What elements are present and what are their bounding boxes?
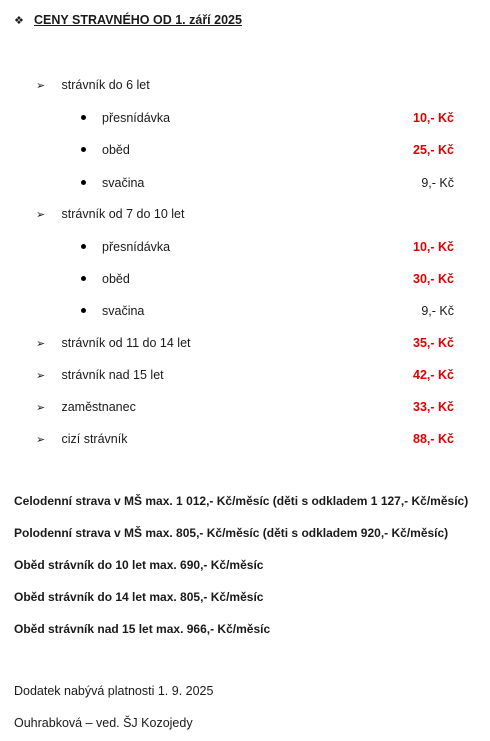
single-row: [36, 336, 191, 350]
arrow-right-icon: ➢: [36, 370, 46, 382]
arrow-right-icon: ➢: [36, 434, 46, 446]
bullet-icon: [81, 180, 86, 185]
arrow-right-icon: ➢: [36, 402, 46, 414]
validity-note: Dodatek nabývá platnosti 1. 9. 2025: [14, 684, 214, 698]
list-item: [81, 240, 170, 254]
item-label: přesnídávka: [102, 111, 171, 125]
single-label: strávník nad 15 let: [61, 368, 164, 382]
single-price: 42,- Kč: [413, 368, 454, 382]
item-label: svačina: [102, 176, 145, 190]
bullet-icon: [81, 308, 86, 313]
single-row: [36, 400, 136, 414]
item-label: oběd: [102, 272, 130, 286]
item-price: 9,- Kč: [421, 176, 454, 190]
item-price: 10,- Kč: [413, 111, 454, 125]
list-item: [81, 272, 130, 286]
item-price: 10,- Kč: [413, 240, 454, 254]
list-item: [81, 111, 170, 125]
arrow-right-icon: ➢: [36, 80, 46, 92]
summary-line: Oběd strávník nad 15 let max. 966,- Kč/měsíc: [14, 622, 271, 636]
signature: Ouhrabková – ved. ŠJ Kozojedy: [14, 716, 193, 730]
single-price: 35,- Kč: [413, 336, 454, 350]
group-row-7-10: [36, 207, 184, 221]
single-row: [36, 368, 164, 382]
heading-title: CENY STRAVNÉHO OD 1. září 2025: [34, 13, 242, 27]
single-price: 88,- Kč: [413, 432, 454, 446]
summary-line: Polodenní strava v MŠ max. 805,- Kč/měsíc (děti s odkladem 920,- Kč/měsíc): [14, 526, 449, 540]
item-label: přesnídávka: [102, 240, 171, 254]
list-item: [81, 143, 130, 157]
item-label: svačina: [102, 304, 145, 318]
summary-line: Oběd strávník do 14 let max. 805,- Kč/měsíc: [14, 590, 264, 604]
single-price: 33,- Kč: [413, 400, 454, 414]
arrow-right-icon: ➢: [36, 209, 46, 221]
bullet-icon: [81, 276, 86, 281]
page-heading: [14, 13, 242, 27]
bullet-icon: [81, 115, 86, 120]
diamond-bullet-icon: ❖: [14, 15, 24, 27]
item-price: 30,- Kč: [413, 272, 454, 286]
list-item: [81, 304, 144, 318]
single-label: strávník od 11 do 14 let: [61, 336, 191, 350]
arrow-right-icon: ➢: [36, 338, 46, 350]
list-item: [81, 176, 144, 190]
summary-line: Oběd strávník do 10 let max. 690,- Kč/měsíc: [14, 558, 264, 572]
single-row: [36, 432, 127, 446]
group-row-under-6: [36, 78, 150, 92]
item-price: 9,- Kč: [421, 304, 454, 318]
item-price: 25,- Kč: [413, 143, 454, 157]
item-label: oběd: [102, 143, 130, 157]
summary-line: Celodenní strava v MŠ max. 1 012,- Kč/měsíc (děti s odkladem 1 127,- Kč/měsíc): [14, 494, 469, 508]
single-label: zaměstnanec: [61, 400, 136, 414]
group-label: strávník od 7 do 10 let: [61, 207, 185, 221]
group-label: strávník do 6 let: [61, 78, 150, 92]
single-label: cizí strávník: [61, 432, 128, 446]
bullet-icon: [81, 244, 86, 249]
bullet-icon: [81, 147, 86, 152]
